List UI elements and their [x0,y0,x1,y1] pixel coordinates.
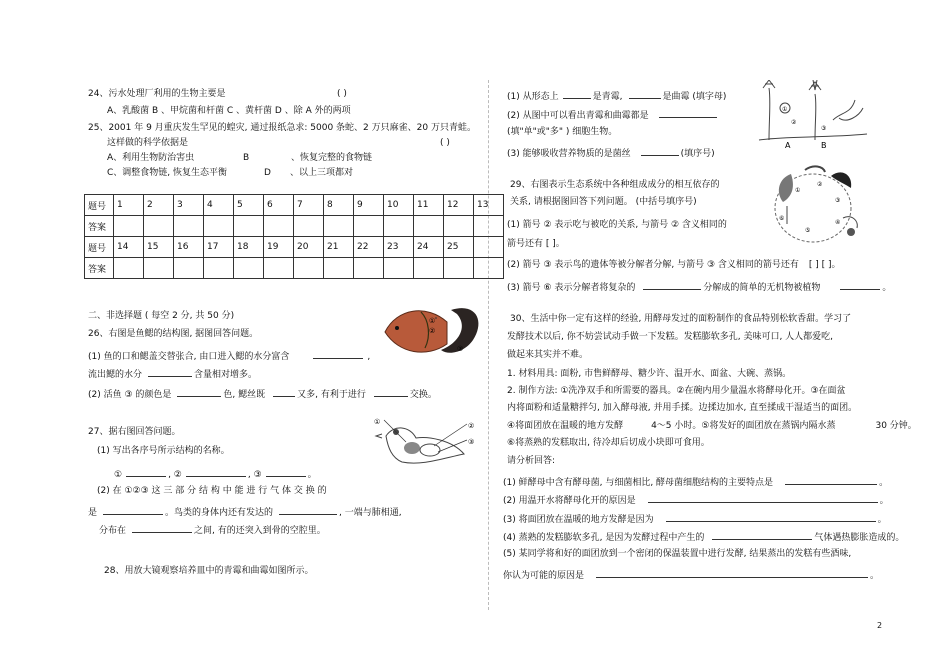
answer-cell[interactable] [354,216,384,237]
answer-cell[interactable] [144,216,174,237]
answer-cell[interactable] [174,216,204,237]
answer-cell[interactable] [144,258,174,279]
q27-stem: 27、据右图回答问题。 [88,427,181,437]
table-cell: 14 [114,237,144,258]
q29-line3: (1) 箭号 ② 表示吃与被吃的关系, 与箭号 ② 含义相同的 [507,220,727,230]
q29-line5: (2) 箭号 ③ 表示鸟的遗体等被分解者分解, 与箭号 ③ 含义相同的箭号还有 [ ] [ ]。 [507,260,841,270]
q29-line2: 关系, 请根据图回答下列问题。 (中括号填序号) [510,197,697,207]
svg-text:①: ① [782,106,788,113]
svg-text:①: ① [374,418,381,426]
q30-analysis-heading: 请分析回答: [507,456,556,466]
q28-part2-cont: (填"单"或"多" ) 细胞生物。 [507,127,618,137]
answer-table [84,194,504,279]
answer-cell[interactable] [234,258,264,279]
q27-line3: (2) 在 ①②③ 这 三 部 分 结 构 中 能 进 行 气 体 交 换 的 [97,486,327,496]
answer-cell[interactable] [384,258,414,279]
answer-cell[interactable] [114,216,144,237]
table-row [85,237,504,258]
q30-answer-3: (3) 将面团放在温暖的地方发酵是因为 。 [503,512,887,526]
q30-answer-6: 你认为可能的原因是 。 [503,568,879,582]
q26-line1: (1) 鱼的口和鳃盖交替张合, 由口进入鳃的水分富含 , [88,349,370,363]
q26-stem: 26、右图是鱼鳃的结构图, 据图回答问题。 [88,329,259,339]
q30-materials: 1. 材料用具: 面粉, 市售鲜酵母、糖少许、温开水、面盆、大碗、蒸锅。 [507,369,792,379]
q25-option-b-letter: B [243,153,250,163]
answer-cell[interactable] [264,216,294,237]
q28-part1: (1) 从形态上 是青霉, 是曲霉 (填字母) [507,89,726,103]
page-number: 2 [877,621,883,630]
table-cell: 16 [174,237,204,258]
q30-answer-5: (5) 某同学将和好的面团放到一个密闭的保温装置中进行发酵, 结果蒸出的发糕有些酒味, [503,549,852,559]
q30-answer-4: (4) 蒸熟的发糕膨软多孔, 是因为发酵过程中产生的 气体遇热膨胀造成的。 [503,530,904,544]
table-cell: 7 [294,195,324,216]
answer-cell[interactable] [384,216,414,237]
q24-options: A、乳酸菌 B 、甲烷菌和杆菌 C 、黄杆菌 D 、除 A 外的两项 [107,106,351,116]
table-cell: 11 [414,195,444,216]
q25-option-b: 、恢复完整的食物链 [291,153,373,163]
answer-cell[interactable] [444,216,474,237]
answer-cell[interactable] [114,258,144,279]
q24-paren: ( ) [337,89,347,99]
q29-line4: 箭号还有 [ ]。 [507,239,565,249]
table-cell: 20 [294,237,324,258]
answer-cell[interactable] [204,216,234,237]
q30-line3: 做起来其实并不难。 [507,350,589,360]
table-cell: 8 [324,195,354,216]
section-2-heading: 二、非选择题 ( 每空 2 分, 共 50 分) [88,311,235,321]
table-cell: 15 [144,237,174,258]
table-cell: 3 [174,195,204,216]
svg-text:③: ③ [835,197,841,204]
ecosystem-figure [765,162,870,248]
q30-line1: 30、生活中你一定有这样的经验, 用酵母发过的面粉制作的食品特别松软香甜。学习了 [510,314,852,324]
svg-text:③: ③ [821,125,827,132]
bird-respiratory-figure [372,414,484,472]
q27-line1: (1) 写出各序号所示结构的名称。 [97,446,230,456]
table-cell: 9 [354,195,384,216]
q24-stem: 24、污水处理厂利用的生物主要是 [88,89,226,99]
table-cell: 4 [204,195,234,216]
svg-text:⑥: ⑥ [779,215,785,222]
table-cell: 10 [384,195,414,216]
q27-line4: 是 。鸟类的身体内还有发达的 , 一端与肺相通, [88,505,402,519]
table-cell: 21 [324,237,354,258]
q26-line3: (2) 活鱼 ③ 的颜色是 色, 鳃丝既 又多, 有利于进行 交换。 [88,387,437,401]
answer-cell[interactable] [414,216,444,237]
q30-line2: 发酵技术以后, 你不妨尝试动手做一下发糕。发糕膨软多孔, 美味可口, 人人都爱吃, [507,332,834,342]
q30-method: 2. 制作方法: ①洗净双手和所需要的器具。②在碗内用少量温水将酵母化开。③在面盆 [507,386,846,396]
table-cell: 答案 [85,216,114,237]
svg-text:③: ③ [457,345,464,353]
answer-cell[interactable] [204,258,234,279]
q30-method-2: 内将面粉和适量糖拌匀, 加入酵母液, 并用手揉。边揉边加水, 直至揉成干湿适当的面团。 [507,403,858,413]
table-cell: 2 [144,195,174,216]
q29-line6: (3) 箭号 ⑥ 表示分解者将复杂的 分解成的简单的无机物被植物 。 [507,280,891,294]
svg-text:①: ① [429,317,436,325]
table-cell: 题号 [85,237,114,258]
svg-text:②: ② [429,327,436,335]
table-row [85,216,504,237]
answer-cell[interactable] [474,258,504,279]
q25-option-d: 、以上三项都对 [290,168,354,178]
answer-cell[interactable] [324,258,354,279]
q25-option-d-letter: D [264,168,271,178]
table-cell: 答案 [85,258,114,279]
q28-stem: 28、用放大镜观察培养皿中的青霉和曲霉如图所示。 [104,566,314,576]
table-row [85,195,504,216]
answer-cell[interactable] [354,258,384,279]
q25-line2: 这样做的科学依据是 [107,138,189,148]
table-cell [474,237,504,258]
svg-text:②: ② [791,119,797,126]
answer-cell[interactable] [174,258,204,279]
table-cell: 1 [114,195,144,216]
answer-cell[interactable] [294,216,324,237]
q27-line5: 分布在 之间, 有的还突入到骨的空腔里。 [99,523,326,537]
answer-cell[interactable] [474,216,504,237]
answer-cell[interactable] [264,258,294,279]
q30-answer-1: (1) 鲜酵母中含有酵母菌, 与细菌相比, 酵母菌细胞结构的主要特点是 。 [503,475,888,489]
table-cell: 19 [264,237,294,258]
q25-paren: ( ) [440,138,450,148]
table-cell: 5 [234,195,264,216]
answer-cell[interactable] [444,258,474,279]
svg-text:B: B [821,141,827,150]
q25-option-c: C、调整食物链, 恢复生态平衡 [107,168,228,178]
table-cell: 题号 [85,195,114,216]
svg-text:①: ① [795,187,801,194]
answer-cell[interactable] [324,216,354,237]
q29-line1: 29、右图表示生态系统中各种组成成分的相互依存的 [510,180,720,190]
table-cell: 17 [204,237,234,258]
mold-figure [755,80,870,150]
table-cell: 24 [414,237,444,258]
svg-text:②: ② [817,181,823,188]
q28-part2: (2) 从图中可以看出青霉和曲霉都是 [507,108,717,122]
svg-text:④: ④ [835,219,841,226]
table-cell: 25 [444,237,474,258]
q27-line2: ① , ② , ③ 。 [114,467,317,481]
table-cell: 22 [354,237,384,258]
svg-text:③: ③ [468,438,475,446]
table-cell: 23 [384,237,414,258]
q25-line1: 25、2001 年 9 月重庆发生罕见的蝗灾, 通过报纸急求: 5000 条蛇、2 万只麻雀、20 万只青蛙。 [88,123,476,133]
q28-part3: (3) 能够吸收营养物质的是菌丝 (填序号) [507,146,715,160]
table-cell: 13 [474,195,504,216]
q30-method-4: ⑥将蒸熟的发糕取出, 待冷却后切成小块即可食用。 [507,438,710,448]
table-row [85,258,504,279]
q30-answer-2: (2) 用温开水将酵母化开的原因是 。 [503,493,889,507]
svg-text:⑤: ⑤ [805,227,811,234]
q25-option-a: A、利用生物防治害虫 [107,153,195,163]
answer-cell[interactable] [414,258,444,279]
answer-cell[interactable] [234,216,264,237]
q30-method-3: ④将面团放在温暖的地方发酵 4～5 小时。⑤将发好的面团放在蒸锅内隔水蒸 30 分钟。 [507,421,917,431]
table-cell: 12 [444,195,474,216]
svg-text:A: A [785,141,791,150]
svg-text:②: ② [468,422,475,430]
table-cell: 18 [234,237,264,258]
fish-gill-figure [377,300,497,358]
table-cell: 6 [264,195,294,216]
q26-line2: 流出鳃的水分 含量相对增多。 [88,367,257,381]
answer-cell[interactable] [294,258,324,279]
